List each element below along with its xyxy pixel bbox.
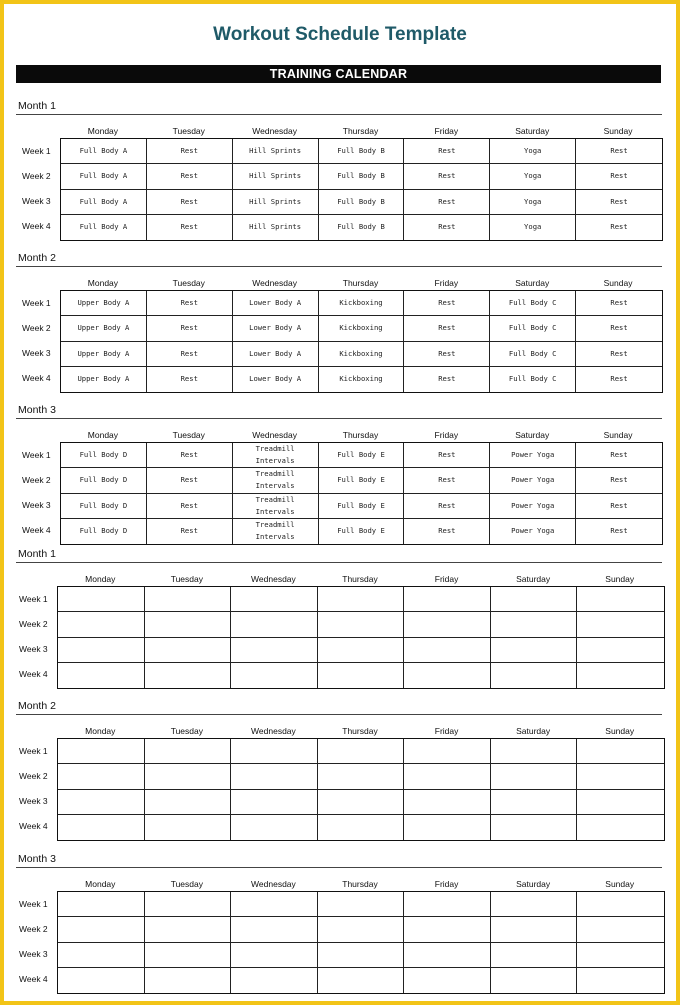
schedule-cell[interactable] xyxy=(404,968,491,993)
day-header: Saturday xyxy=(515,430,550,440)
schedule-cell[interactable]: Kickboxing xyxy=(319,367,405,392)
week-label: Week 2 xyxy=(19,923,48,934)
week-label: Week 3 xyxy=(22,196,51,207)
schedule-cell[interactable] xyxy=(145,638,232,663)
schedule-cell[interactable] xyxy=(404,638,491,663)
schedule-grid xyxy=(60,138,663,241)
day-header: Wednesday xyxy=(251,726,296,736)
schedule-cell[interactable] xyxy=(145,764,232,789)
week-label: Week 4 xyxy=(19,821,48,832)
schedule-cell[interactable]: Rest xyxy=(147,494,233,519)
schedule-cell[interactable] xyxy=(231,815,318,840)
schedule-cell[interactable]: Rest xyxy=(404,190,490,215)
day-header: Saturday xyxy=(516,574,551,584)
schedule-cell[interactable]: Full Body B xyxy=(319,139,405,164)
schedule-cell[interactable] xyxy=(577,612,664,637)
schedule-cell[interactable]: Lower Body A xyxy=(233,342,319,367)
schedule-cell[interactable] xyxy=(231,638,318,663)
schedule-cell[interactable]: Full Body E xyxy=(319,494,405,519)
schedule-cell[interactable] xyxy=(577,638,664,663)
schedule-cell[interactable]: Full Body C xyxy=(490,367,576,392)
day-header: Monday xyxy=(85,879,116,889)
schedule-cell[interactable] xyxy=(577,587,664,612)
schedule-cell[interactable] xyxy=(404,790,491,815)
day-header: Sunday xyxy=(605,879,635,889)
schedule-cell[interactable]: Full Body D xyxy=(61,494,147,519)
schedule-cell[interactable] xyxy=(404,815,491,840)
schedule-cell[interactable] xyxy=(491,587,578,612)
day-header: Saturday xyxy=(516,879,551,889)
schedule-cell[interactable]: Rest xyxy=(147,190,233,215)
week-label: Week 3 xyxy=(22,500,51,511)
schedule-cell[interactable] xyxy=(58,892,145,917)
day-header: Saturday xyxy=(515,278,550,288)
schedule-cell[interactable] xyxy=(577,968,664,993)
month-label: Month 2 xyxy=(18,252,56,264)
day-header: Wednesday xyxy=(251,879,296,889)
day-header: Monday xyxy=(87,278,119,288)
schedule-cell[interactable]: Power Yoga xyxy=(490,494,576,519)
day-header: Thursday xyxy=(342,430,379,440)
schedule-cell[interactable] xyxy=(145,587,232,612)
day-header: Monday xyxy=(85,574,116,584)
schedule-cell[interactable]: Rest xyxy=(576,190,662,215)
week-label: Week 4 xyxy=(22,525,51,536)
day-header: Friday xyxy=(434,879,459,889)
schedule-cell[interactable]: Rest xyxy=(404,342,490,367)
schedule-cell[interactable] xyxy=(318,587,405,612)
schedule-cell[interactable]: Rest xyxy=(147,316,233,341)
schedule-cell[interactable] xyxy=(58,764,145,789)
schedule-cell[interactable] xyxy=(231,968,318,993)
schedule-cell[interactable] xyxy=(404,943,491,968)
schedule-cell[interactable] xyxy=(58,587,145,612)
schedule-cell[interactable]: Rest xyxy=(576,291,662,316)
schedule-cell[interactable]: Rest xyxy=(576,342,662,367)
schedule-cell[interactable] xyxy=(231,764,318,789)
day-header: Sunday xyxy=(603,278,633,288)
day-header: Thursday xyxy=(342,126,379,136)
month-divider xyxy=(16,867,662,868)
day-header: Friday xyxy=(434,574,459,584)
schedule-cell[interactable] xyxy=(491,663,578,688)
day-header: Tuesday xyxy=(172,278,205,288)
schedule-cell[interactable]: Rest xyxy=(404,164,490,189)
month-divider xyxy=(16,114,662,115)
schedule-cell[interactable] xyxy=(58,663,145,688)
schedule-cell[interactable]: Kickboxing xyxy=(319,291,405,316)
schedule-cell[interactable] xyxy=(318,764,405,789)
schedule-cell[interactable]: Full Body D xyxy=(61,519,147,544)
schedule-cell[interactable]: Upper Body A xyxy=(61,291,147,316)
day-header: Thursday xyxy=(342,879,378,889)
week-label: Week 4 xyxy=(22,373,51,384)
schedule-cell[interactable]: Rest xyxy=(576,139,662,164)
schedule-cell[interactable]: Upper Body A xyxy=(61,316,147,341)
week-label: Week 3 xyxy=(19,949,48,960)
schedule-cell[interactable]: Rest xyxy=(404,316,490,341)
schedule-cell[interactable] xyxy=(491,815,578,840)
schedule-cell[interactable]: Treadmill Intervals xyxy=(233,443,319,468)
schedule-cell[interactable]: Rest xyxy=(576,494,662,519)
schedule-cell[interactable] xyxy=(577,943,664,968)
schedule-cell[interactable] xyxy=(318,638,405,663)
week-label: Week 2 xyxy=(19,618,48,629)
schedule-grid xyxy=(57,738,665,841)
schedule-cell[interactable]: Rest xyxy=(610,222,628,232)
day-header: Saturday xyxy=(515,126,550,136)
schedule-cell[interactable] xyxy=(404,739,491,764)
schedule-cell[interactable]: Full Body B xyxy=(319,164,405,189)
schedule-cell[interactable]: Full Body B xyxy=(319,215,405,240)
schedule-grid xyxy=(57,586,665,689)
schedule-cell[interactable] xyxy=(145,612,232,637)
schedule-cell[interactable]: Rest xyxy=(147,443,233,468)
schedule-cell[interactable]: Rest xyxy=(576,164,662,189)
week-label: Week 1 xyxy=(19,593,48,604)
schedule-cell[interactable] xyxy=(145,968,232,993)
schedule-cell[interactable]: Full Body E xyxy=(319,443,405,468)
schedule-cell[interactable]: Rest xyxy=(610,526,628,536)
day-header: Friday xyxy=(434,430,459,440)
schedule-cell[interactable]: Kickboxing xyxy=(319,342,405,367)
month-label: Month 2 xyxy=(18,700,56,712)
schedule-cell[interactable] xyxy=(491,968,578,993)
schedule-cell[interactable] xyxy=(318,790,405,815)
schedule-cell[interactable]: Rest xyxy=(404,139,490,164)
schedule-cell[interactable]: Full Body A xyxy=(61,190,147,215)
schedule-cell[interactable]: Lower Body A xyxy=(233,367,319,392)
schedule-cell[interactable]: Rest xyxy=(404,215,490,240)
schedule-cell[interactable]: Hill Sprints xyxy=(233,164,319,189)
schedule-grid xyxy=(57,891,665,994)
schedule-cell[interactable] xyxy=(58,968,145,993)
schedule-cell[interactable]: Rest xyxy=(404,519,490,544)
schedule-cell[interactable]: Rest xyxy=(404,443,490,468)
schedule-cell[interactable]: Full Body E xyxy=(319,519,405,544)
schedule-cell[interactable] xyxy=(145,739,232,764)
schedule-cell[interactable] xyxy=(145,790,232,815)
schedule-cell[interactable] xyxy=(318,815,405,840)
day-header: Sunday xyxy=(605,574,635,584)
schedule-cell[interactable]: Rest xyxy=(576,468,662,493)
schedule-cell[interactable]: Lower Body A xyxy=(233,291,319,316)
schedule-cell[interactable] xyxy=(145,663,232,688)
schedule-cell[interactable] xyxy=(404,612,491,637)
schedule-cell[interactable] xyxy=(404,587,491,612)
week-label: Week 2 xyxy=(22,322,51,333)
day-header: Friday xyxy=(434,278,459,288)
schedule-cell[interactable]: Full Body C xyxy=(490,291,576,316)
schedule-cell[interactable]: Treadmill Intervals xyxy=(233,468,319,493)
schedule-cell[interactable] xyxy=(145,815,232,840)
schedule-cell[interactable] xyxy=(58,612,145,637)
schedule-cell[interactable]: Rest xyxy=(147,139,233,164)
schedule-cell[interactable]: Full Body D xyxy=(61,443,147,468)
month-label: Month 1 xyxy=(18,548,56,560)
week-label: Week 1 xyxy=(22,145,51,156)
day-header: Wednesday xyxy=(252,126,297,136)
day-header: Monday xyxy=(85,726,116,736)
day-header: Saturday xyxy=(516,726,551,736)
schedule-cell[interactable]: Full Body E xyxy=(319,468,405,493)
schedule-cell[interactable] xyxy=(58,739,145,764)
schedule-cell[interactable]: Rest xyxy=(576,316,662,341)
month-divider xyxy=(16,714,662,715)
day-header: Monday xyxy=(87,126,119,136)
week-label: Week 3 xyxy=(19,796,48,807)
day-header: Wednesday xyxy=(251,574,296,584)
schedule-cell[interactable] xyxy=(404,663,491,688)
schedule-cell[interactable] xyxy=(404,917,491,942)
schedule-cell[interactable]: Hill Sprints xyxy=(233,215,319,240)
month-label: Month 1 xyxy=(18,100,56,112)
schedule-cell[interactable] xyxy=(231,587,318,612)
schedule-cell[interactable] xyxy=(577,764,664,789)
schedule-cell[interactable] xyxy=(58,815,145,840)
schedule-cell[interactable]: Treadmill Intervals xyxy=(233,519,319,544)
schedule-grid xyxy=(60,442,663,545)
schedule-cell[interactable] xyxy=(231,892,318,917)
schedule-cell[interactable] xyxy=(318,968,405,993)
schedule-cell[interactable] xyxy=(231,943,318,968)
schedule-cell[interactable]: Rest xyxy=(404,494,490,519)
week-label: Week 1 xyxy=(19,745,48,756)
day-header: Monday xyxy=(87,430,119,440)
schedule-cell[interactable] xyxy=(145,943,232,968)
schedule-cell[interactable] xyxy=(231,612,318,637)
week-label: Week 4 xyxy=(22,221,51,232)
schedule-cell[interactable] xyxy=(231,739,318,764)
week-label: Week 2 xyxy=(22,170,51,181)
schedule-cell[interactable] xyxy=(58,917,145,942)
schedule-cell[interactable]: Yoga xyxy=(490,164,576,189)
month-label: Month 3 xyxy=(18,404,56,416)
schedule-cell[interactable] xyxy=(491,917,578,942)
schedule-cell[interactable] xyxy=(318,663,405,688)
schedule-cell[interactable] xyxy=(577,917,664,942)
schedule-cell[interactable] xyxy=(145,917,232,942)
schedule-cell[interactable] xyxy=(318,892,405,917)
schedule-cell[interactable]: Rest xyxy=(147,291,233,316)
schedule-cell[interactable] xyxy=(318,917,405,942)
schedule-cell[interactable]: Power Yoga xyxy=(490,468,576,493)
day-header: Thursday xyxy=(342,726,378,736)
schedule-cell[interactable] xyxy=(58,943,145,968)
document-page xyxy=(4,4,676,1001)
schedule-cell[interactable]: Hill Sprints xyxy=(233,190,319,215)
training-calendar-banner: TRAINING CALENDAR xyxy=(16,65,661,83)
schedule-cell[interactable] xyxy=(58,638,145,663)
schedule-cell[interactable] xyxy=(491,612,578,637)
schedule-cell[interactable]: Power Yoga xyxy=(490,519,576,544)
schedule-cell[interactable]: Rest xyxy=(404,367,490,392)
schedule-cell[interactable]: Full Body A xyxy=(61,164,147,189)
schedule-cell[interactable]: Full Body B xyxy=(319,190,405,215)
schedule-cell[interactable]: Hill Sprints xyxy=(233,139,319,164)
week-label: Week 2 xyxy=(22,474,51,485)
document-title: Workout Schedule Template xyxy=(213,24,467,45)
schedule-cell[interactable]: Rest xyxy=(147,468,233,493)
schedule-cell[interactable]: Power Yoga xyxy=(490,443,576,468)
day-header: Thursday xyxy=(342,278,379,288)
schedule-cell[interactable] xyxy=(318,612,405,637)
schedule-cell[interactable]: Rest xyxy=(147,215,233,240)
day-header: Wednesday xyxy=(252,278,297,288)
schedule-cell[interactable]: Rest xyxy=(147,367,233,392)
schedule-cell[interactable]: Yoga xyxy=(490,215,576,240)
schedule-grid xyxy=(60,290,663,393)
schedule-cell[interactable] xyxy=(491,638,578,663)
day-header: Thursday xyxy=(342,574,378,584)
schedule-cell[interactable] xyxy=(231,663,318,688)
schedule-cell[interactable]: Upper Body A xyxy=(61,367,147,392)
week-label: Week 3 xyxy=(22,348,51,359)
week-label: Week 1 xyxy=(19,898,48,909)
schedule-cell[interactable]: Treadmill Intervals xyxy=(233,494,319,519)
schedule-cell[interactable] xyxy=(491,943,578,968)
schedule-cell[interactable] xyxy=(318,739,405,764)
schedule-cell[interactable]: Rest xyxy=(610,374,628,384)
schedule-cell[interactable] xyxy=(231,917,318,942)
week-label: Week 1 xyxy=(22,449,51,460)
day-header: Tuesday xyxy=(170,879,203,889)
schedule-cell[interactable] xyxy=(577,815,664,840)
schedule-cell[interactable]: Rest xyxy=(147,519,233,544)
schedule-cell[interactable] xyxy=(231,790,318,815)
schedule-cell[interactable] xyxy=(577,892,664,917)
schedule-cell[interactable]: Full Body D xyxy=(61,468,147,493)
day-header: Sunday xyxy=(603,126,633,136)
schedule-cell[interactable]: Rest xyxy=(147,164,233,189)
month-divider xyxy=(16,418,662,419)
day-header: Tuesday xyxy=(170,574,203,584)
week-label: Week 1 xyxy=(22,297,51,308)
day-header: Wednesday xyxy=(252,430,297,440)
schedule-cell[interactable] xyxy=(491,892,578,917)
day-header: Friday xyxy=(434,726,459,736)
schedule-cell[interactable] xyxy=(145,892,232,917)
week-label: Week 4 xyxy=(19,669,48,680)
schedule-cell[interactable] xyxy=(577,790,664,815)
schedule-cell[interactable]: Upper Body A xyxy=(61,342,147,367)
schedule-cell[interactable]: Rest xyxy=(404,468,490,493)
month-divider xyxy=(16,266,662,267)
schedule-cell[interactable] xyxy=(318,943,405,968)
schedule-cell[interactable]: Yoga xyxy=(490,190,576,215)
schedule-cell[interactable]: Rest xyxy=(147,342,233,367)
schedule-cell[interactable]: Full Body A xyxy=(61,215,147,240)
day-header: Tuesday xyxy=(172,430,205,440)
schedule-cell[interactable] xyxy=(577,739,664,764)
schedule-cell[interactable] xyxy=(404,764,491,789)
schedule-cell[interactable]: Lower Body A xyxy=(233,316,319,341)
schedule-cell[interactable] xyxy=(491,790,578,815)
day-header: Tuesday xyxy=(170,726,203,736)
schedule-cell[interactable]: Full Body C xyxy=(490,342,576,367)
schedule-cell[interactable] xyxy=(491,764,578,789)
schedule-cell[interactable] xyxy=(404,892,491,917)
day-header: Sunday xyxy=(605,726,635,736)
week-label: Week 4 xyxy=(19,974,48,985)
schedule-cell[interactable]: Full Body A xyxy=(61,139,147,164)
week-label: Week 2 xyxy=(19,770,48,781)
schedule-cell[interactable] xyxy=(58,790,145,815)
schedule-cell[interactable]: Kickboxing xyxy=(319,316,405,341)
schedule-cell[interactable]: Rest xyxy=(404,291,490,316)
schedule-cell[interactable] xyxy=(491,739,578,764)
schedule-cell[interactable]: Rest xyxy=(576,443,662,468)
week-label: Week 3 xyxy=(19,644,48,655)
month-label: Month 3 xyxy=(18,853,56,865)
month-divider xyxy=(16,562,662,563)
day-header: Tuesday xyxy=(172,126,205,136)
day-header: Sunday xyxy=(603,430,633,440)
schedule-cell[interactable] xyxy=(577,663,664,688)
day-header: Friday xyxy=(434,126,459,136)
schedule-cell[interactable]: Yoga xyxy=(490,139,576,164)
schedule-cell[interactable]: Full Body C xyxy=(490,316,576,341)
